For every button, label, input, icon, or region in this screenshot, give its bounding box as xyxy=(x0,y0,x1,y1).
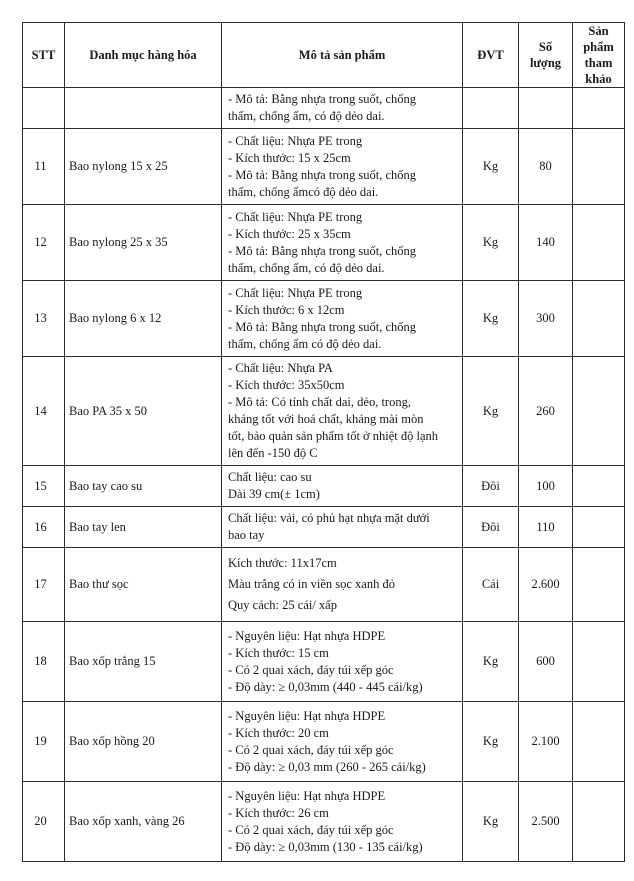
desc-line: - Chất liệu: Nhựa PE trong xyxy=(228,285,363,300)
table-row xyxy=(23,702,625,782)
header-name: Danh mục hàng hóa xyxy=(65,23,222,88)
desc-line: thấm, chống ẩm, có độ dẻo dai. xyxy=(228,260,385,275)
row-name: Bao xốp hồng 20 xyxy=(65,702,222,782)
row-name: Bao PA 35 x 50 xyxy=(65,357,222,466)
row-name: Bao nylong 15 x 25 xyxy=(65,129,222,205)
row-name: Bao nylong 25 x 35 xyxy=(65,205,222,281)
desc-line: - Nguyên liệu: Hạt nhựa HDPE xyxy=(228,788,386,803)
row-unit: Cái xyxy=(463,548,519,622)
row-stt: 18 xyxy=(23,622,65,702)
row-unit: Kg xyxy=(463,205,519,281)
row-desc xyxy=(222,782,463,862)
row-qty: 2.600 xyxy=(519,548,573,622)
row-stt: 15 xyxy=(23,466,65,507)
row-qty: 100 xyxy=(519,466,573,507)
desc-line: Màu trắng có in viền sọc xanh đỏ xyxy=(228,577,395,591)
desc-line: - Độ dày: ≥ 0,03mm (440 - 445 cái/kg) xyxy=(228,679,423,694)
continuation-unit xyxy=(463,88,519,129)
continuation-stt xyxy=(23,88,65,129)
table-row xyxy=(23,507,625,548)
row-name: Bao tay cao su xyxy=(65,466,222,507)
row-ref xyxy=(573,507,625,548)
desc-line: Chất liệu: vải, có phủ hạt nhựa mặt dưới xyxy=(228,511,430,525)
row-desc xyxy=(222,548,463,622)
desc-line: - Chất liệu: Nhựa PE trong xyxy=(228,209,363,224)
continuation-ref xyxy=(573,88,625,129)
continuation-desc xyxy=(222,88,463,129)
table-row xyxy=(23,357,625,466)
desc-line: - Có 2 quai xách, đáy túi xếp góc xyxy=(228,742,394,757)
row-desc xyxy=(222,129,463,205)
row-name: Bao xốp xanh, vàng 26 xyxy=(65,782,222,862)
row-qty: 600 xyxy=(519,622,573,702)
row-stt: 17 xyxy=(23,548,65,622)
row-qty: 260 xyxy=(519,357,573,466)
desc-line: tốt, bảo quản sản phẩm tốt ở nhiệt độ lạnh xyxy=(228,429,439,443)
header-ref-line-1: Sản phẩm xyxy=(583,24,614,54)
desc-line: lên đến -150 độ C xyxy=(228,446,318,460)
row-unit: Kg xyxy=(463,782,519,862)
row-stt: 12 xyxy=(23,205,65,281)
continuation-row xyxy=(23,88,625,129)
row-ref xyxy=(573,205,625,281)
header-stt: STT xyxy=(23,23,65,88)
desc-line: Chất liệu: cao su xyxy=(228,470,312,484)
table-row xyxy=(23,548,625,622)
header-desc: Mô tả sản phẩm xyxy=(222,23,463,88)
row-unit: Kg xyxy=(463,702,519,782)
desc-line: Kích thước: 11x17cm xyxy=(228,556,337,570)
desc-line: - Có 2 quai xách, đáy túi xếp góc xyxy=(228,822,394,837)
row-stt: 19 xyxy=(23,702,65,782)
continuation-qty xyxy=(519,88,573,129)
row-desc xyxy=(222,357,463,466)
header-unit: ĐVT xyxy=(463,23,519,88)
desc-line: - Độ dày: ≥ 0,03 mm (260 - 265 cái/kg) xyxy=(228,759,426,774)
desc-line: - Chất liệu: Nhựa PE trong xyxy=(228,133,363,148)
row-stt: 13 xyxy=(23,281,65,357)
desc-line: - Nguyên liệu: Hạt nhựa HDPE xyxy=(228,708,386,723)
desc-line: - Kích thước: 15 x 25cm xyxy=(228,150,351,165)
row-unit: Kg xyxy=(463,281,519,357)
table-row xyxy=(23,622,625,702)
product-table-sheet xyxy=(22,22,625,862)
header-ref xyxy=(573,23,625,88)
desc-line: - Mô tả: Bằng nhựa trong suốt, chống xyxy=(228,167,417,182)
row-stt: 20 xyxy=(23,782,65,862)
desc-line: - Kích thước: 25 x 35cm xyxy=(228,226,351,241)
desc-line: thấm, chống ẩm có độ dẻo dai. xyxy=(228,336,382,351)
row-unit: Kg xyxy=(463,357,519,466)
row-ref xyxy=(573,357,625,466)
table-row xyxy=(23,205,625,281)
row-stt: 11 xyxy=(23,129,65,205)
row-ref xyxy=(573,129,625,205)
desc-line: - Mô tả: Có tính chất dai, dẻo, trong, xyxy=(228,395,411,409)
row-unit: Đôi xyxy=(463,466,519,507)
table-row xyxy=(23,129,625,205)
row-unit: Kg xyxy=(463,129,519,205)
row-qty: 110 xyxy=(519,507,573,548)
row-desc xyxy=(222,622,463,702)
desc-line: - Chất liệu: Nhựa PA xyxy=(228,361,333,375)
desc-line: kháng tốt với hoá chất, kháng mài mòn xyxy=(228,412,424,426)
header-qty-line-1: Số xyxy=(538,40,553,54)
table-row xyxy=(23,782,625,862)
header-ref-line-2: tham khảo xyxy=(584,56,613,86)
continuation-name xyxy=(65,88,222,129)
row-unit: Kg xyxy=(463,622,519,702)
product-table xyxy=(22,22,625,862)
row-stt: 16 xyxy=(23,507,65,548)
row-ref xyxy=(573,548,625,622)
desc-line: - Nguyên liệu: Hạt nhựa HDPE xyxy=(228,628,386,643)
row-qty: 300 xyxy=(519,281,573,357)
row-name: Bao thư sọc xyxy=(65,548,222,622)
desc-line: - Mô tả: Bằng nhựa trong suốt, chống xyxy=(228,243,417,258)
desc-line: bao tay xyxy=(228,528,265,542)
table-header-row xyxy=(23,23,625,88)
row-ref xyxy=(573,702,625,782)
desc-line: thấm, chống ẩmcó độ dẻo dai. xyxy=(228,184,379,199)
row-desc xyxy=(222,281,463,357)
desc-line: - Mô tả: Bằng nhựa trong suốt, chống xyxy=(228,92,417,106)
desc-line: - Kích thước: 6 x 12cm xyxy=(228,302,345,317)
table-row xyxy=(23,466,625,507)
row-unit: Đôi xyxy=(463,507,519,548)
row-qty: 80 xyxy=(519,129,573,205)
header-qty-line-2: lượng xyxy=(529,56,562,70)
row-qty: 140 xyxy=(519,205,573,281)
row-ref xyxy=(573,281,625,357)
desc-line: - Mô tả: Bằng nhựa trong suốt, chống xyxy=(228,319,417,334)
row-desc xyxy=(222,466,463,507)
row-qty: 2.500 xyxy=(519,782,573,862)
row-ref xyxy=(573,622,625,702)
row-qty: 2.100 xyxy=(519,702,573,782)
desc-line: - Độ dày: ≥ 0,03mm (130 - 135 cái/kg) xyxy=(228,839,423,854)
desc-line: - Kích thước: 15 cm xyxy=(228,645,329,660)
row-stt: 14 xyxy=(23,357,65,466)
desc-line: - Kích thước: 35x50cm xyxy=(228,378,345,392)
row-desc xyxy=(222,702,463,782)
header-qty xyxy=(519,23,573,88)
row-name: Bao tay len xyxy=(65,507,222,548)
desc-line: - Có 2 quai xách, đáy túi xếp góc xyxy=(228,662,394,677)
row-desc xyxy=(222,205,463,281)
row-ref xyxy=(573,466,625,507)
desc-line: Quy cách: 25 cái/ xấp xyxy=(228,598,337,612)
desc-line: Dài 39 cm(± 1cm) xyxy=(228,487,320,501)
table-row xyxy=(23,281,625,357)
desc-line: - Kích thước: 26 cm xyxy=(228,805,329,820)
desc-line: - Kích thước: 20 cm xyxy=(228,725,329,740)
row-name: Bao xốp trắng 15 xyxy=(65,622,222,702)
row-desc xyxy=(222,507,463,548)
row-ref xyxy=(573,782,625,862)
row-name: Bao nylong 6 x 12 xyxy=(65,281,222,357)
desc-line: thấm, chống ẩm, có độ dẻo dai. xyxy=(228,109,385,123)
